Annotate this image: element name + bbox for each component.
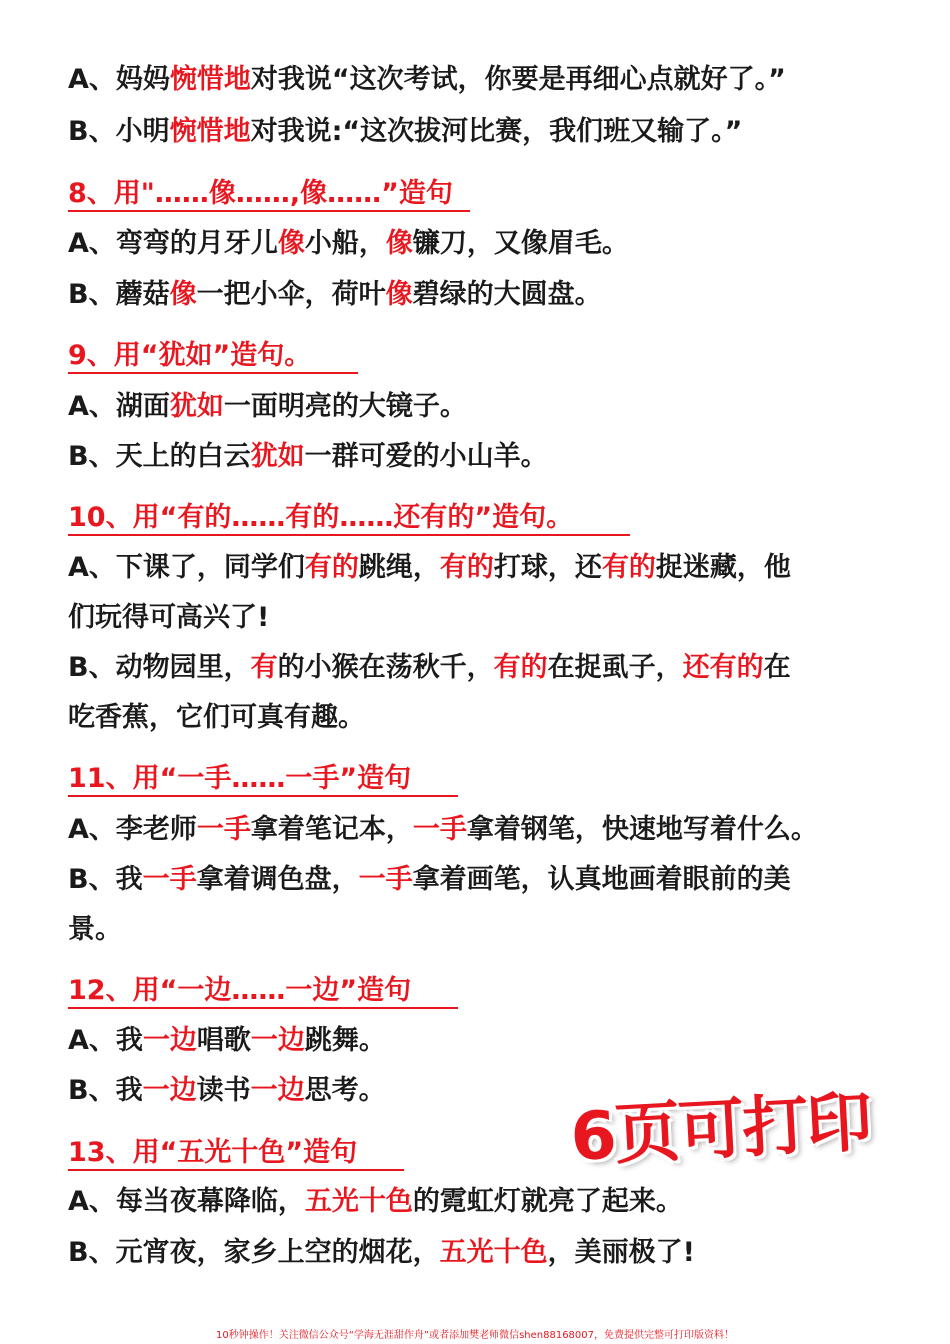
sentence-text: 跳绳， xyxy=(358,552,440,583)
sentence-8a xyxy=(68,226,629,262)
sentence-text: 碧绿的大圆盘。 xyxy=(412,279,602,310)
heading-10: 10、用“有的……有的……还有的”造句。 xyxy=(68,502,574,533)
highlighted-phrase: 犹如 xyxy=(169,391,224,422)
highlighted-phrase: 惋惜地 xyxy=(169,64,251,95)
sentence-10b-2 xyxy=(68,700,365,736)
sentence-text: 镰刀，又像眉毛。 xyxy=(412,228,629,259)
sentence-10a-1 xyxy=(68,550,791,586)
highlighted-phrase: 还有的 xyxy=(682,652,764,683)
sentence-9a xyxy=(68,389,467,425)
heading-11-underline xyxy=(68,795,458,797)
sentence-text: A、弯弯的月牙儿 xyxy=(68,228,278,259)
sentence-text: 对我说:“这次拔河比赛，我们班又输了。” xyxy=(250,116,743,147)
sentence-12b xyxy=(68,1073,386,1109)
highlighted-phrase: 一边 xyxy=(250,1075,305,1106)
highlighted-phrase: 五光十色 xyxy=(304,1186,413,1217)
highlighted-phrase: 犹如 xyxy=(250,441,305,472)
highlighted-phrase: 一边 xyxy=(142,1025,197,1056)
highlighted-phrase: 有的 xyxy=(601,552,656,583)
heading-9: 9、用“犹如”造句。 xyxy=(68,340,312,371)
sentence-text: 一把小伞，荷叶 xyxy=(196,279,386,310)
sentence-text: 小船， xyxy=(304,228,386,259)
sentence-text: 拿着调色盘， xyxy=(196,864,359,895)
heading-11: 11、用“一手……一手”造句 xyxy=(68,763,412,794)
sentence-text: A、湖面 xyxy=(68,391,170,422)
sentence-9b xyxy=(68,439,548,475)
highlighted-phrase: 有 xyxy=(250,652,278,683)
sentence-10a-2 xyxy=(68,600,269,636)
heading-13: 13、用“五光十色”造句 xyxy=(68,1137,358,1168)
sentence-text: 对我说“这次考试，你要是再细心点就好了。” xyxy=(250,64,786,95)
sentence-text: A、下课了，同学们 xyxy=(68,552,305,583)
sentence-text: 唱歌 xyxy=(196,1025,251,1056)
sentence-text: 拿着笔记本， xyxy=(250,814,413,845)
printable-pages-stamp: 6页可打印 xyxy=(568,1083,873,1176)
sentence-text: 在 xyxy=(763,652,791,683)
sentence-text: 读书 xyxy=(196,1075,251,1106)
sentence-11b-1 xyxy=(68,862,791,898)
sentence-text: B、我 xyxy=(68,864,143,895)
sentence-13b xyxy=(68,1235,695,1271)
sentence-13a xyxy=(68,1184,683,1220)
heading-9-underline xyxy=(68,372,358,374)
sentence-12a xyxy=(68,1023,386,1059)
highlighted-phrase: 像 xyxy=(385,279,413,310)
sentence-text: A、李老师 xyxy=(68,814,197,845)
sentence-text: A、我 xyxy=(68,1025,143,1056)
highlighted-phrase: 一手 xyxy=(196,814,251,845)
sentence-text: B、蘑菇 xyxy=(68,279,170,310)
highlighted-phrase: 有的 xyxy=(439,552,494,583)
sentence-text: A、每当夜幕降临， xyxy=(68,1186,305,1217)
footer-notice: 10秒钟操作！关注微信公众号“学海无涯甜作舟”或者添加樊老师微信shen88168007，免费提供完整可打印版资料！ xyxy=(215,1330,735,1341)
highlighted-phrase: 一手 xyxy=(358,864,413,895)
sentence-text: B、我 xyxy=(68,1075,143,1106)
sentence-text: 捉迷藏，他 xyxy=(655,552,791,583)
sentence-7b xyxy=(68,114,742,150)
sentence-11a xyxy=(68,812,818,848)
sentence-text: 的小猴在荡秋千， xyxy=(277,652,494,683)
heading-13-underline xyxy=(68,1169,404,1171)
highlighted-phrase: 有的 xyxy=(493,652,548,683)
highlighted-phrase: 像 xyxy=(385,228,413,259)
sentence-10b-1 xyxy=(68,650,791,686)
sentence-text: A、妈妈 xyxy=(68,64,170,95)
highlighted-phrase: 一手 xyxy=(142,864,197,895)
sentence-text: 的霓虹灯就亮了起来。 xyxy=(412,1186,683,1217)
sentence-text: 在捉虱子， xyxy=(547,652,683,683)
heading-12: 12、用“一边……一边”造句 xyxy=(68,975,412,1006)
sentence-text: ，美丽极了! xyxy=(547,1237,695,1268)
heading-12-underline xyxy=(68,1007,458,1009)
sentence-text: 们玩得可高兴了! xyxy=(68,602,270,633)
sentence-text: 吃香蕉，它们可真有趣。 xyxy=(68,702,365,733)
highlighted-phrase: 像 xyxy=(169,279,197,310)
sentence-text: 一面明亮的大镜子。 xyxy=(223,391,467,422)
highlighted-phrase: 有的 xyxy=(304,552,359,583)
sentence-text: B、动物园里， xyxy=(68,652,251,683)
sentence-text: 景。 xyxy=(68,914,122,945)
sentence-text: 拿着画笔，认真地画着眼前的美 xyxy=(412,864,791,895)
sentence-text: B、天上的白云 xyxy=(68,441,251,472)
highlighted-phrase: 惋惜地 xyxy=(169,116,251,147)
highlighted-phrase: 一边 xyxy=(250,1025,305,1056)
highlighted-phrase: 五光十色 xyxy=(439,1237,548,1268)
sentence-text: 打球，还 xyxy=(493,552,602,583)
sentence-7a xyxy=(68,62,786,98)
highlighted-phrase: 像 xyxy=(277,228,305,259)
sentence-text: 思考。 xyxy=(304,1075,386,1106)
sentence-text: B、元宵夜，家乡上空的烟花， xyxy=(68,1237,440,1268)
sentence-8b xyxy=(68,277,602,313)
highlighted-phrase: 一边 xyxy=(142,1075,197,1106)
heading-10-underline xyxy=(68,534,630,536)
heading-8-underline xyxy=(68,210,470,212)
sentence-11b-2 xyxy=(68,912,122,948)
sentence-text: 跳舞。 xyxy=(304,1025,386,1056)
sentence-text: 一群可爱的小山羊。 xyxy=(304,441,548,472)
sentence-text: 拿着钢笔，快速地写着什么。 xyxy=(466,814,818,845)
heading-8: 8、用"……像……,像……”造句 xyxy=(68,178,453,209)
sentence-text: B、小明 xyxy=(68,116,170,147)
highlighted-phrase: 一手 xyxy=(412,814,467,845)
